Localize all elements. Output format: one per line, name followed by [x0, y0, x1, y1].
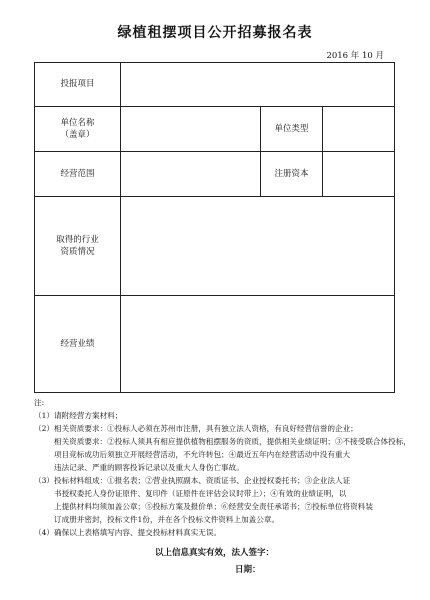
- unit-name-label: 单位名称: [60, 117, 95, 128]
- qualification-label-line1: 取得的行业: [56, 234, 99, 245]
- signature-block: [155, 545, 274, 579]
- qualification-label-cell: [35, 197, 121, 296]
- row-qualification: [35, 197, 395, 296]
- performance-field[interactable]: [121, 296, 395, 393]
- unit-name-seal-note: （盖章）: [60, 130, 95, 140]
- notes-heading: 注:: [34, 398, 45, 407]
- row-performance: [35, 296, 395, 393]
- unit-type-label: 单位类型: [261, 107, 323, 152]
- registration-form-table: [34, 62, 395, 393]
- unit-name-field[interactable]: [121, 107, 261, 152]
- notes-section: [34, 396, 411, 540]
- note-line: 上提供材料均须加盖公章；⑤投标方案及报价单；⑥经营安全责任承诺书；⑦投标单位将资料装: [54, 502, 373, 512]
- project-field[interactable]: [121, 63, 395, 107]
- scope-field[interactable]: [121, 152, 261, 197]
- note-line: 订成册并密封，投标文件1份，并在各个投标文件资料上加盖公章。: [54, 515, 280, 525]
- row-unit-name: [35, 107, 395, 152]
- unit-name-label-cell: [35, 107, 121, 152]
- row-project: [35, 63, 395, 107]
- note-line: （3）投标材料组成：①报名表；②营业执照副本、资质证书、企业授权委托书；③企业法人证: [34, 476, 351, 486]
- form-title: 绿植租摆项目公开招募报名表: [117, 25, 313, 41]
- form-date: 2016 年 10 月: [326, 51, 384, 61]
- performance-label: 经营业绩: [35, 296, 121, 393]
- capital-field[interactable]: [323, 152, 395, 197]
- qualification-label-line2: 资质情况: [60, 247, 95, 257]
- note-line: 违法记录、严重的顾客投诉记录以及重大人身伤亡事故。: [54, 463, 244, 473]
- qualification-field[interactable]: [121, 197, 395, 296]
- signature-statement: 以上信息真实有效，法人签字：: [155, 548, 275, 558]
- note-line: 项目竞标成功后须独立开展经营活动，不允许转包；④最近五年内在经营活动中没有重大: [54, 450, 351, 460]
- capital-label: 注册资本: [261, 152, 323, 197]
- project-label: 投报项目: [35, 63, 121, 107]
- signature-date-label: 日期：: [235, 565, 261, 575]
- note-line: （4）确保以上表格填写内容、提交投标材料真实无误。: [34, 528, 222, 538]
- note-line: （2）相关资质要求：①投标人必须在苏州市注册，具有独立法人资格，有良好经营信誉的企业；: [34, 424, 358, 434]
- note-line: 书授权委托人身份证原件、复印件（证原件在评估会议时带上）；④有效的业绩证明，以: [54, 489, 347, 499]
- row-scope: [35, 152, 395, 197]
- scope-label: 经营范围: [35, 152, 121, 197]
- unit-type-field[interactable]: [323, 107, 395, 152]
- note-line: （1）请附经营方案材料；: [34, 411, 123, 421]
- note-line: 相关资质要求：②投标人须具有相应提供植物租摆服务的资质，提供相关业绩证明；③不接受联合体投标，: [54, 437, 411, 447]
